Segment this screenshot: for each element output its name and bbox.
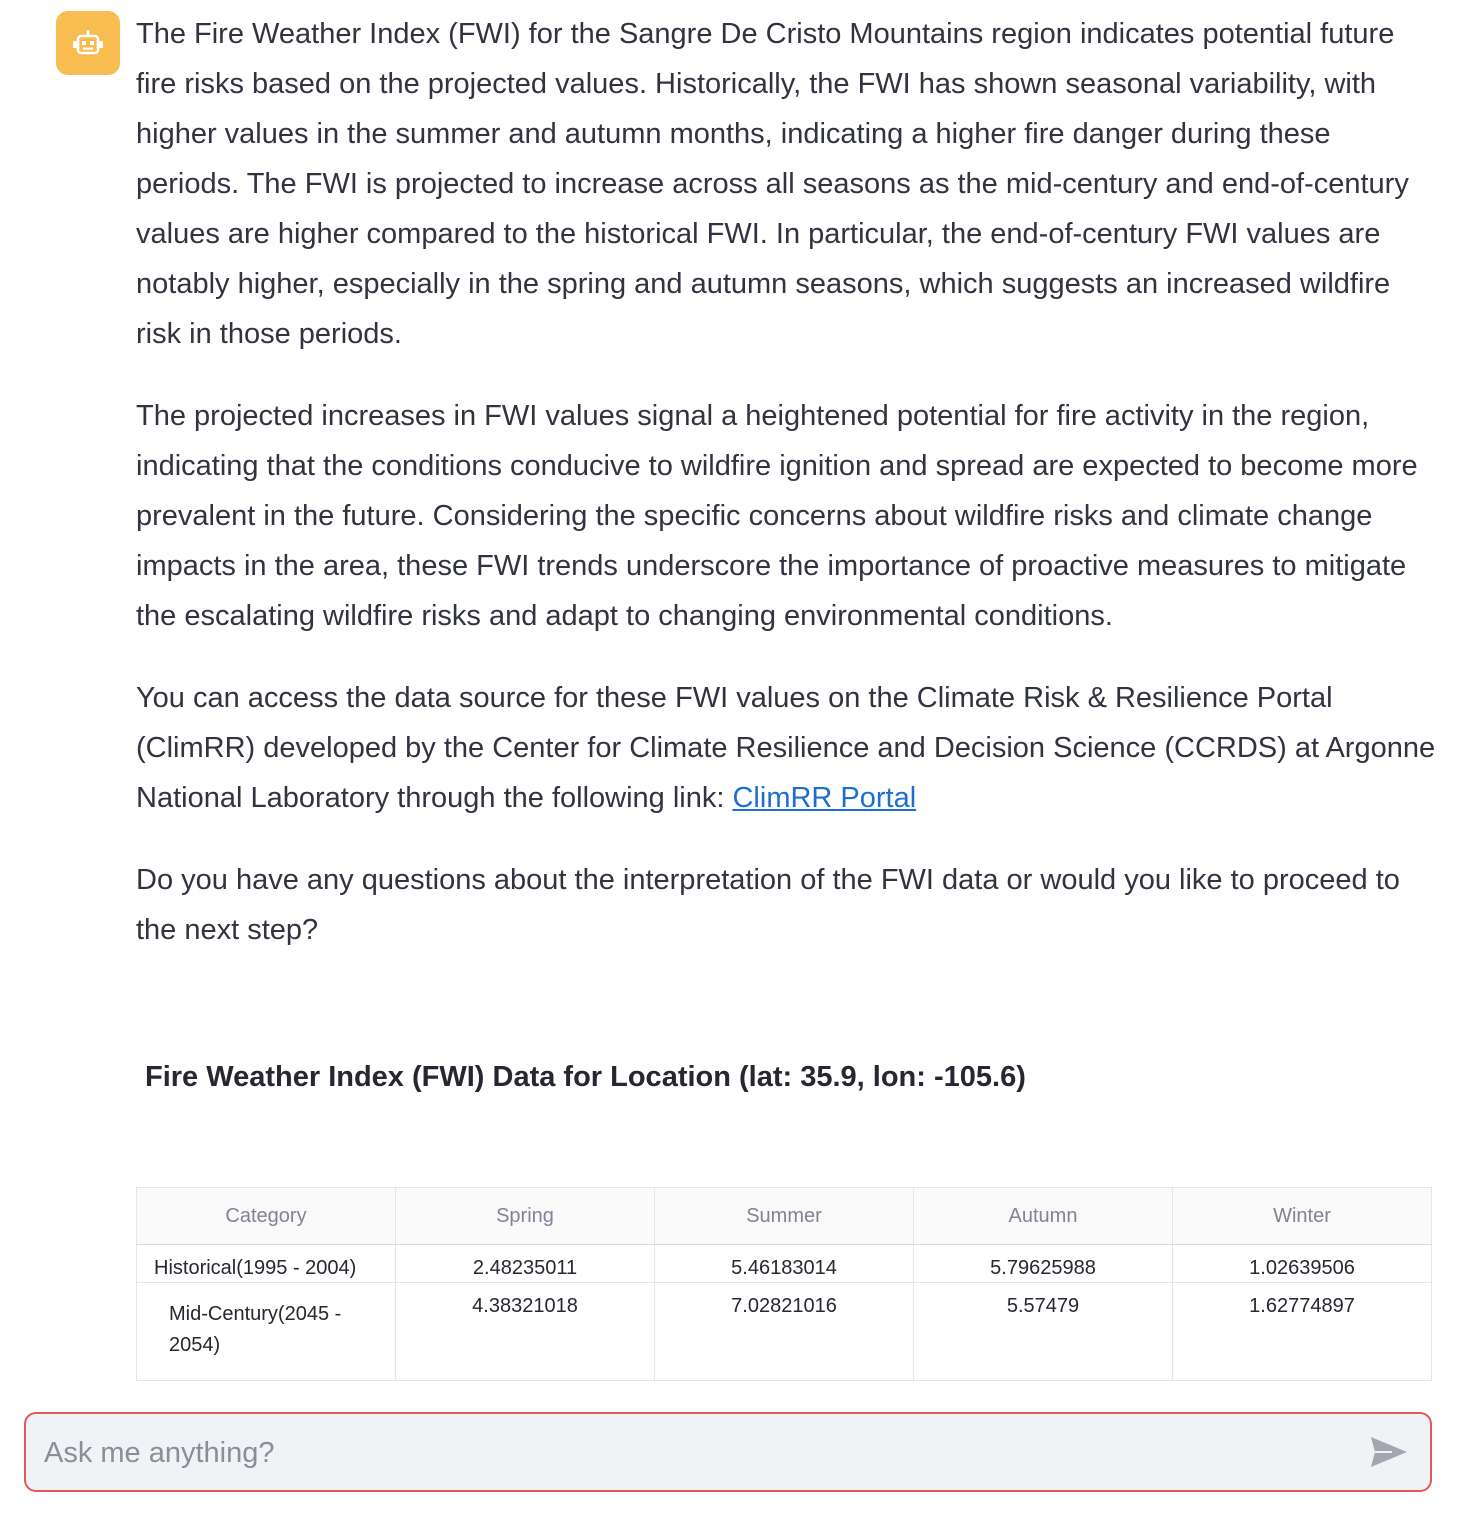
table-cell: 7.02821016	[655, 1283, 914, 1381]
column-header-winter[interactable]: Winter	[1173, 1188, 1432, 1245]
message-paragraph-text: You can access the data source for these FWI values on the Climate Risk & Resilience Portal (ClimRR) developed by the Center for Climate Resilience and Decision Science (CCRDS) at Argonne National Laboratory through the following link:	[136, 682, 1436, 814]
chat-input[interactable]	[42, 1414, 1346, 1492]
table-cell: 2.48235011	[396, 1245, 655, 1283]
table-cell: 1.02639506	[1173, 1245, 1432, 1283]
message-paragraph: The projected increases in FWI values signal a heightened potential for fire activity in the region, indicating that the conditions conducive to wildfire ignition and spread are expected to become more prevalent in the future. Considering the specific concerns about wildfire risks and climate change impacts in the area, these FWI trends underscore the importance of proactive measures to mitigate the escalating wildfire risks and adapt to changing environmental conditions.	[136, 400, 1418, 632]
column-header-category[interactable]: Category	[137, 1188, 396, 1245]
table-title: Fire Weather Index (FWI) Data for Location (lat: 35.9, lon: -105.6)	[145, 1061, 1026, 1093]
assistant-message	[136, 9, 1436, 987]
table-cell: 5.46183014	[655, 1245, 914, 1283]
table-cell: 5.79625988	[914, 1245, 1173, 1283]
climrr-portal-link[interactable]: ClimRR Portal	[732, 782, 917, 814]
send-button[interactable]	[1370, 1436, 1408, 1468]
column-header-summer[interactable]: Summer	[655, 1188, 914, 1245]
assistant-avatar	[56, 11, 120, 75]
message-paragraph	[136, 673, 1436, 823]
table-row	[137, 1283, 1432, 1381]
chat-input-container	[24, 1412, 1432, 1492]
robot-icon	[70, 25, 106, 61]
fwi-table-container[interactable]	[136, 1187, 1432, 1381]
table-cell: 5.57479	[914, 1283, 1173, 1381]
message-paragraph: Do you have any questions about the interpretation of the FWI data or would you like to proceed to the next step?	[136, 864, 1400, 946]
message-paragraph: The Fire Weather Index (FWI) for the Sangre De Cristo Mountains region indicates potential future fire risks based on the projected values. Historically, the FWI has shown seasonal variability, with higher values in the summer and autumn months, indicating a higher fire danger during these periods. The FWI is projected to increase across all seasons as the mid-century and end-of-century values are higher compared to the historical FWI. In particular, the end-of-century FWI values are notably higher, especially in the spring and autumn seasons, which suggests an increased wildfire risk in those periods.	[136, 18, 1409, 350]
column-header-autumn[interactable]: Autumn	[914, 1188, 1173, 1245]
table-cell: 4.38321018	[396, 1283, 655, 1381]
send-icon	[1370, 1436, 1408, 1468]
fwi-table	[136, 1188, 1432, 1381]
table-cell-category: Historical(1995 - 2004)	[137, 1245, 396, 1283]
table-header-row	[137, 1188, 1432, 1245]
table-cell-category: Mid-Century(2045 - 2054)	[137, 1283, 396, 1381]
table-row	[137, 1245, 1432, 1283]
table-cell: 1.62774897	[1173, 1283, 1432, 1381]
column-header-spring[interactable]: Spring	[396, 1188, 655, 1245]
